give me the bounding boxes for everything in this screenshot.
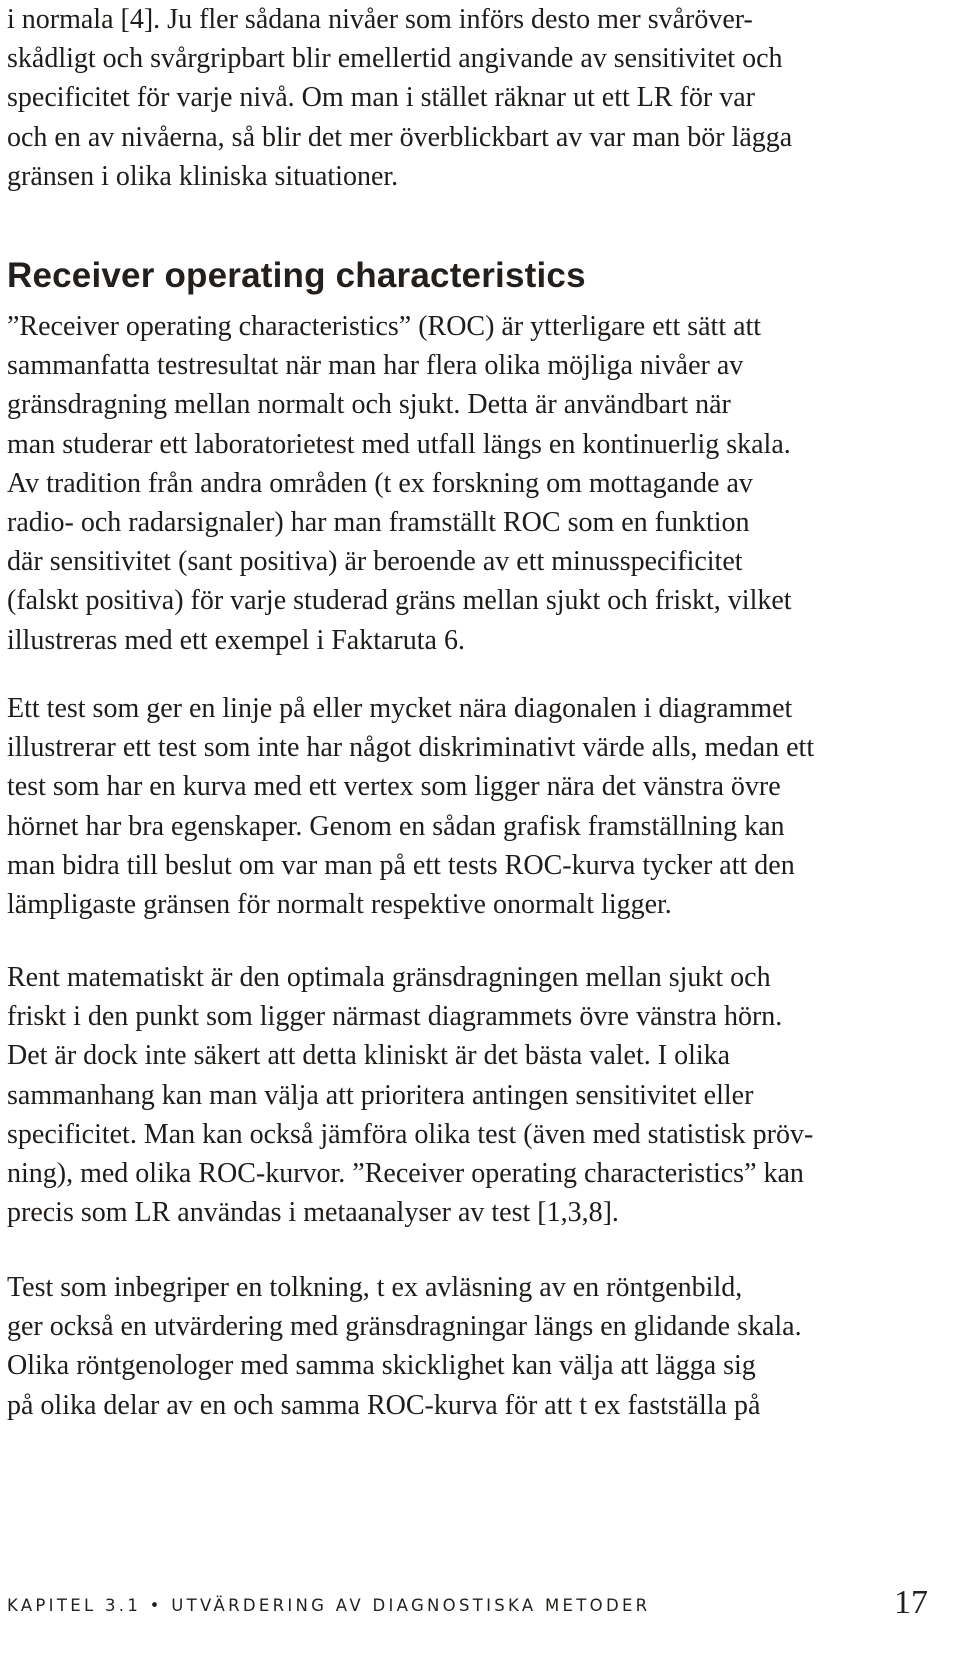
text-line: man bidra till beslut om var man på ett tests ROC-kurva tycker att den [7,849,795,881]
section-heading: Receiver operating characteristics [7,256,586,295]
intro-paragraph [7,0,792,196]
text-line: sammanhang kan man välja att prioritera antingen sensitivitet eller [7,1079,754,1111]
text-line: gränsen i olika kliniska situationer. [7,160,399,192]
page-number: 17 [894,1584,928,1621]
text-line: Rent matematiskt är den optimala gränsdragningen mellan sjukt och [7,962,771,993]
text-line: gränsdragning mellan normalt och sjukt. Detta är användbart när [7,389,731,421]
text-line: Av tradition från andra områden (t ex forskning om mottagande av [7,467,753,499]
text-line: (falskt positiva) för varje studerad gräns mellan sjukt och friskt, vilket [7,585,792,617]
text-line: hörnet har bra egenskaper. Genom en sådan grafisk framställning kan [7,810,785,842]
text-line: test som har en kurva med ett vertex som ligger nära det vänstra övre [7,771,781,803]
text-line: ”Receiver operating characteristics” (ROC) är ytterligare ett sätt att [7,311,762,342]
text-line: där sensitivitet (sant positiva) är beroende av ett minusspecificitet [7,546,743,578]
text-line: friskt i den punkt som ligger närmast diagrammets övre vänstra hörn. [7,1001,783,1033]
text-line: illustrerar ett test som inte har något diskriminativt värde alls, medan ett [7,732,815,764]
diagonal-test-paragraph [7,689,814,924]
text-line: man studerar ett laboratorietest med utfall längs en kontinuerlig skala. [7,428,791,460]
text-line: och en av nivåerna, så blir det mer överblickbart av var man bör lägga [7,121,793,153]
text-line: illustreras med ett exempel i Faktaruta 6. [7,624,465,656]
radiology-paragraph [7,1268,802,1425]
roc-definition-paragraph [7,307,792,660]
page-footer [7,1582,928,1632]
text-line: Olika röntgenologer med samma skicklighet kan välja att lägga sig [7,1350,756,1382]
running-title: KAPITEL 3.1 • UTVÄRDERING AV DIAGNOSTISKA METODER [7,1596,651,1615]
text-line: i normala [4]. Ju fler sådana nivåer som införs desto mer svåröver- [7,4,753,35]
optimal-threshold-paragraph [7,958,813,1232]
text-line: specificitet för varje nivå. Om man i stället räknar ut ett LR för var [7,82,755,114]
text-line: radio- och radarsignaler) har man framställt ROC som en funktion [7,507,750,539]
text-line: ger också en utvärdering med gränsdragningar längs en glidande skala. [7,1311,802,1343]
text-line: skådligt och svårgripbart blir emellertid angivande av sensitivitet och [7,43,783,75]
text-line: sammanfatta testresultat när man har flera olika möjliga nivåer av [7,350,744,382]
text-line: lämpligaste gränsen för normalt respektive onormalt ligger. [7,889,672,921]
text-line: på olika delar av en och samma ROC-kurva för att t ex fastställa på [7,1389,761,1421]
text-line: Test som inbegriper en tolkning, t ex avläsning av en röntgenbild, [7,1272,743,1303]
text-line: precis som LR användas i metaanalyser av test [1,3,8]. [7,1197,619,1229]
text-line: ning), med olika ROC-kurvor. ”Receiver operating characteristics” kan [7,1158,804,1190]
text-line: Ett test som ger en linje på eller mycket nära diagonalen i diagrammet [7,693,793,724]
text-line: specificitet. Man kan också jämföra olika test (även med statistisk pröv- [7,1118,814,1150]
text-line: Det är dock inte säkert att detta kliniskt är det bästa valet. I olika [7,1040,731,1072]
